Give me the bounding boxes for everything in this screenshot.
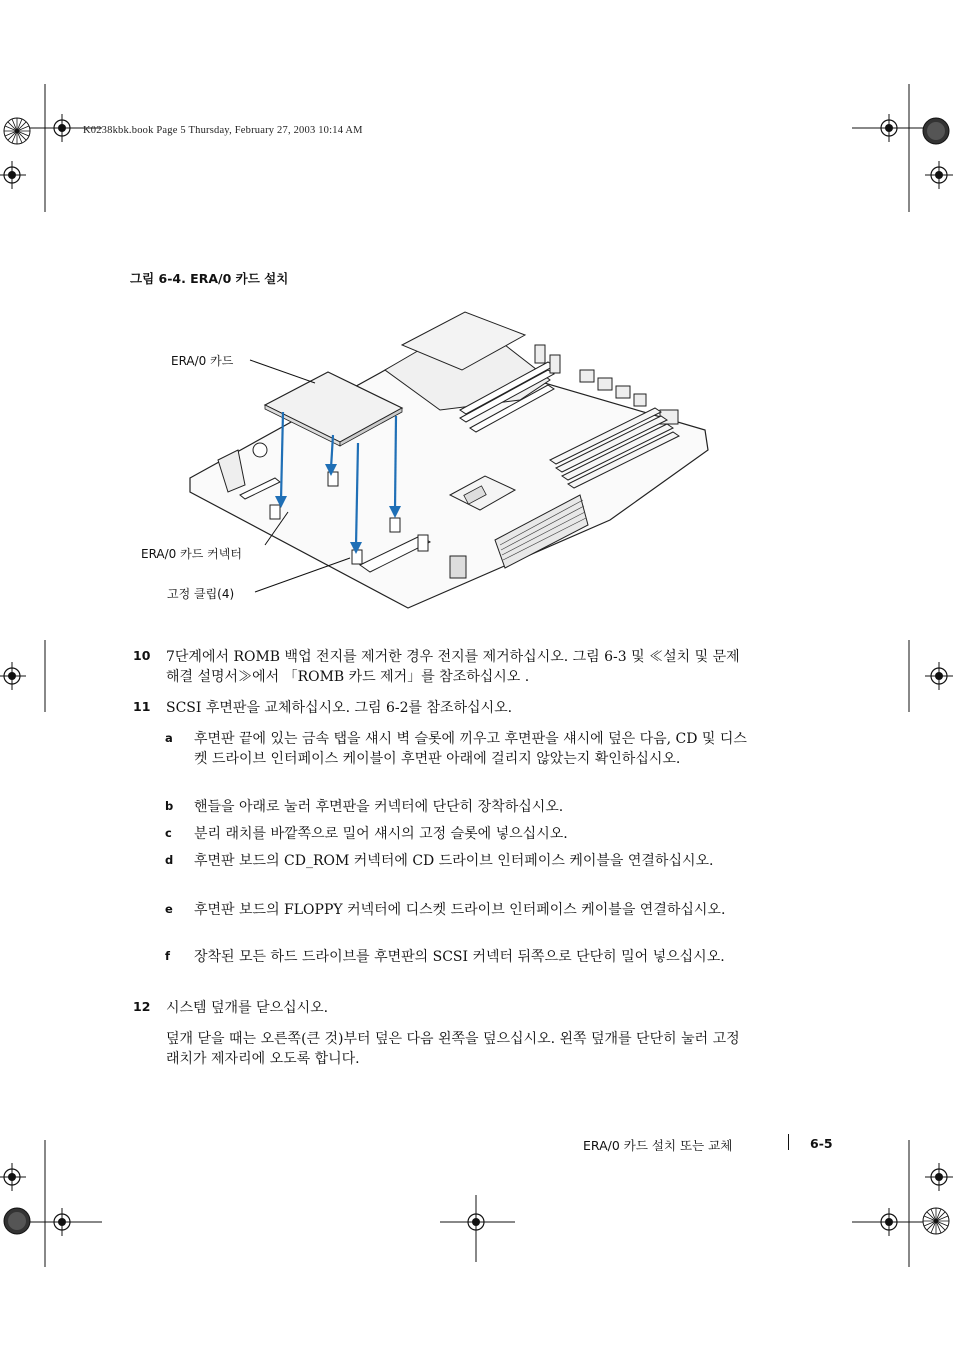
step-11 <box>133 698 753 718</box>
substep-a <box>165 729 755 769</box>
substep-b <box>165 797 755 817</box>
callout-era0-connector: ERA/0 카드 커넥터 <box>141 547 242 561</box>
substep-letter: a <box>165 731 173 745</box>
book-info-header: K0238kbk.book Page 5 Thursday, February 27, 2003 10:14 AM <box>83 125 363 136</box>
callout-retention-clips: 고정 클립(4) <box>167 587 235 601</box>
motherboard-illustration <box>140 300 720 620</box>
substep-d <box>165 851 755 871</box>
figure-caption: 그림 6-4. ERA/0 카드 설치 <box>130 271 289 286</box>
substep-letter: c <box>165 826 172 840</box>
substep-text: 후면판 끝에 있는 금속 탭을 섀시 벽 슬롯에 끼우고 후면판을 섀시에 덮은 다음, CD 및 디스켓 드라이브 인터페이스 케이블이 후면판 아래에 걸리지 않았는지 확인하십시오. <box>194 731 747 767</box>
substep-text: 후면판 보드의 CD_ROM 커넥터에 CD 드라이브 인터페이스 케이블을 연결하십시오. <box>194 853 714 869</box>
callout-era0-card: ERA/0 카드 <box>171 354 234 368</box>
step-number: 10 <box>133 648 151 663</box>
substep-text: 분리 래치를 바깥쪽으로 밀어 섀시의 고정 슬롯에 넣으십시오. <box>194 826 568 842</box>
substep-letter: b <box>165 799 174 813</box>
substep-text: 장착된 모든 하드 드라이브를 후면판의 SCSI 커넥터 뒤쪽으로 단단히 밀어 넣으십시오. <box>194 949 725 965</box>
substep-letter: d <box>165 853 174 867</box>
step-text: 시스템 덮개를 닫으십시오. <box>166 1000 329 1016</box>
footer-separator <box>788 1134 789 1150</box>
step-text: SCSI 후면판을 교체하십시오. 그림 6-2를 참조하십시오. <box>166 700 513 716</box>
substep-e <box>165 900 755 920</box>
step-10 <box>133 647 753 687</box>
step-number: 11 <box>133 699 151 714</box>
step-text: 7단계에서 ROMB 백업 전지를 제거한 경우 전지를 제거하십시오. 그림 6-3 및 ≪설치 및 문제 해결 설명서≫에서 「ROMB 카드 제거」를 참조하십시오 . <box>166 649 740 685</box>
step-number: 12 <box>133 999 151 1014</box>
page-number: 6-5 <box>810 1136 833 1151</box>
footer-section-title: ERA/0 카드 설치 또는 교체 <box>583 1138 733 1153</box>
step-12 <box>133 998 753 1018</box>
substep-c <box>165 824 755 844</box>
substep-letter: e <box>165 902 173 916</box>
substep-text: 후면판 보드의 FLOPPY 커넥터에 디스켓 드라이브 인터페이스 케이블을 연결하십시오. <box>194 902 726 918</box>
substep-letter: f <box>165 949 171 963</box>
substep-f <box>165 947 755 967</box>
substep-text: 핸들을 아래로 눌러 후면판을 커넥터에 단단히 장착하십시오. <box>194 799 564 815</box>
cover-close-note: 덮개 닫을 때는 오른쪽(큰 것)부터 덮은 다음 왼쪽을 덮으십시오. 왼쪽 덮개를 단단히 눌러 고정 래치가 제자리에 오도록 합니다. <box>166 1031 740 1067</box>
